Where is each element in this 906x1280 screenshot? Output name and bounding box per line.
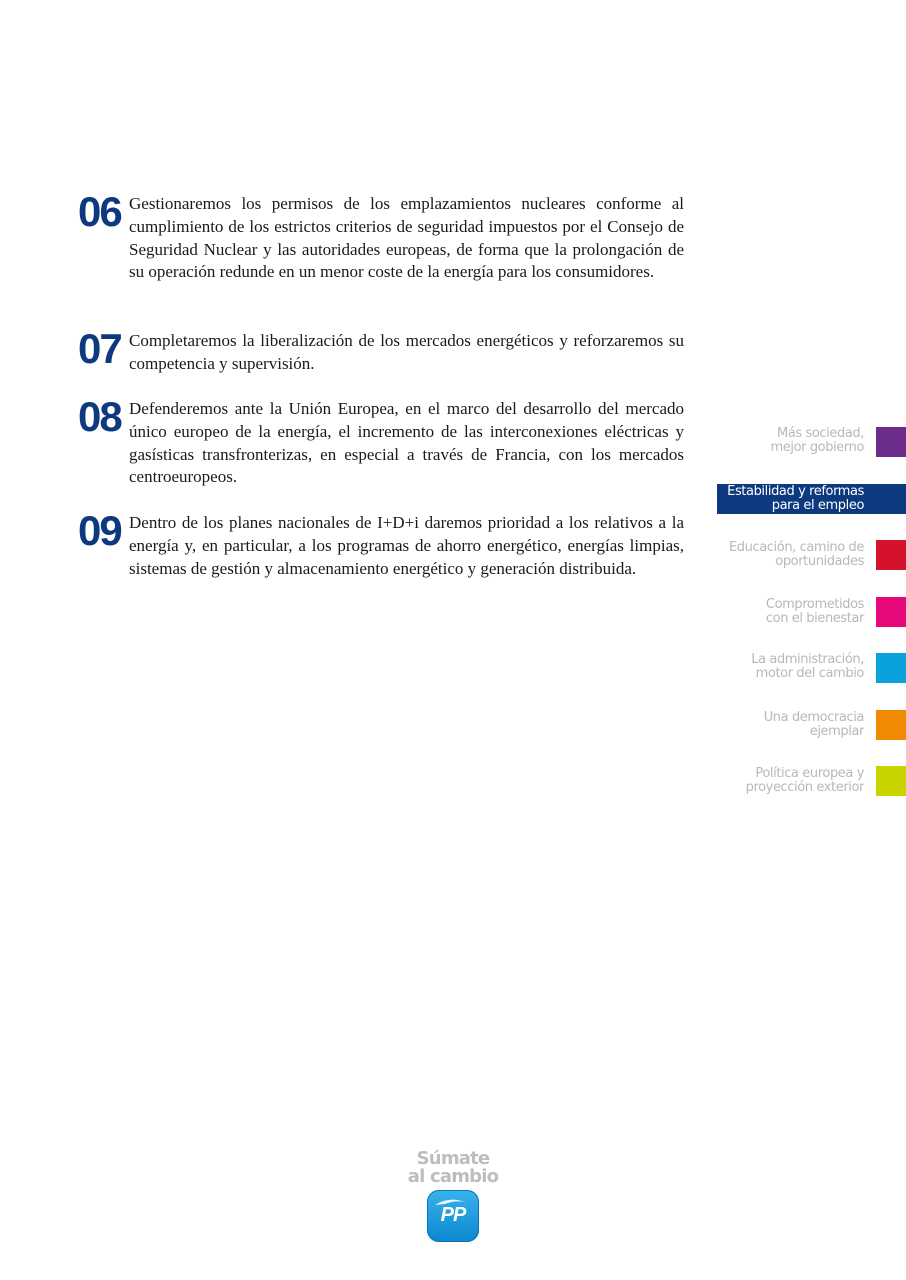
section-nav-administracion[interactable]	[684, 653, 864, 681]
footer-slogan	[403, 1150, 503, 1186]
party-logo	[427, 1190, 479, 1242]
section-label-line2: oportunidades	[775, 554, 864, 569]
section-color-tab[interactable]	[876, 597, 906, 627]
section-nav-mas-sociedad[interactable]	[684, 427, 864, 455]
proposal-text: Dentro de los planes nacionales de I+D+i daremos prioridad a los relativos a la energía y, en particular, a los programas de ahorro energético, energías limpias, sistemas de gestión y almacenamiento energético y generación distribuida.	[129, 513, 684, 578]
section-nav-comprometidos[interactable]	[684, 598, 864, 626]
section-nav-estabilidad[interactable]	[717, 484, 906, 514]
proposal-item	[78, 188, 684, 284]
section-label-line2: mejor gobierno	[770, 440, 864, 455]
section-label-line1: Más sociedad,	[777, 426, 864, 441]
section-label-line1: Estabilidad y reformas	[727, 484, 864, 499]
section-label-line2: ejemplar	[809, 724, 864, 739]
slogan-line1: Súmate	[416, 1148, 490, 1169]
section-nav-democracia[interactable]	[684, 711, 864, 739]
slogan-line2: al cambio	[407, 1166, 499, 1187]
proposal-number: 06	[78, 188, 121, 235]
section-nav-educacion[interactable]	[684, 541, 864, 569]
logo-text: PP	[440, 1204, 466, 1226]
proposal-text: Gestionaremos los permisos de los emplazamientos nucleares conforme al cumplimiento de los estrictos criterios de seguridad impuestos por el Consejo de Seguridad Nuclear y las autoridades europeas, de forma que la prolongación de su operación redunde en un menor coste de la energía para los consumidores.	[129, 194, 684, 282]
section-label-line2: proyección exterior	[745, 780, 864, 795]
proposal-number: 09	[78, 507, 121, 554]
section-label-line1: Educación, camino de	[728, 540, 864, 555]
proposal-item	[78, 325, 684, 376]
proposal-number: 08	[78, 393, 121, 440]
section-label-line1: Comprometidos	[765, 597, 864, 612]
section-color-tab[interactable]	[876, 653, 906, 683]
section-color-tab[interactable]	[876, 540, 906, 570]
section-color-tab[interactable]	[876, 766, 906, 796]
section-color-tab[interactable]	[876, 427, 906, 457]
section-nav-politica-europea[interactable]	[684, 767, 864, 795]
section-label-line2: motor del cambio	[755, 666, 864, 681]
section-label-line1: Política europea y	[755, 766, 864, 781]
proposal-text: Completaremos la liberalización de los mercados energéticos y reforzaremos su competencia y supervisión.	[129, 331, 684, 373]
section-label-line1: Una democracia	[763, 710, 864, 725]
section-color-tab[interactable]	[876, 710, 906, 740]
proposal-text: Defenderemos ante la Unión Europea, en el marco del desarrollo del mercado único europeo de la energía, el incremento de las interconexiones eléctricas y gasísticas transfronterizas, en especial a través de Francia, con los mercados centroeuropeos.	[129, 399, 684, 487]
section-label-line2: con el bienestar	[765, 611, 864, 626]
proposal-item	[78, 393, 684, 489]
proposal-item	[78, 507, 684, 580]
section-label-line2: para el empleo	[771, 498, 864, 513]
proposal-number: 07	[78, 325, 121, 372]
section-label-line1: La administración,	[751, 652, 864, 667]
